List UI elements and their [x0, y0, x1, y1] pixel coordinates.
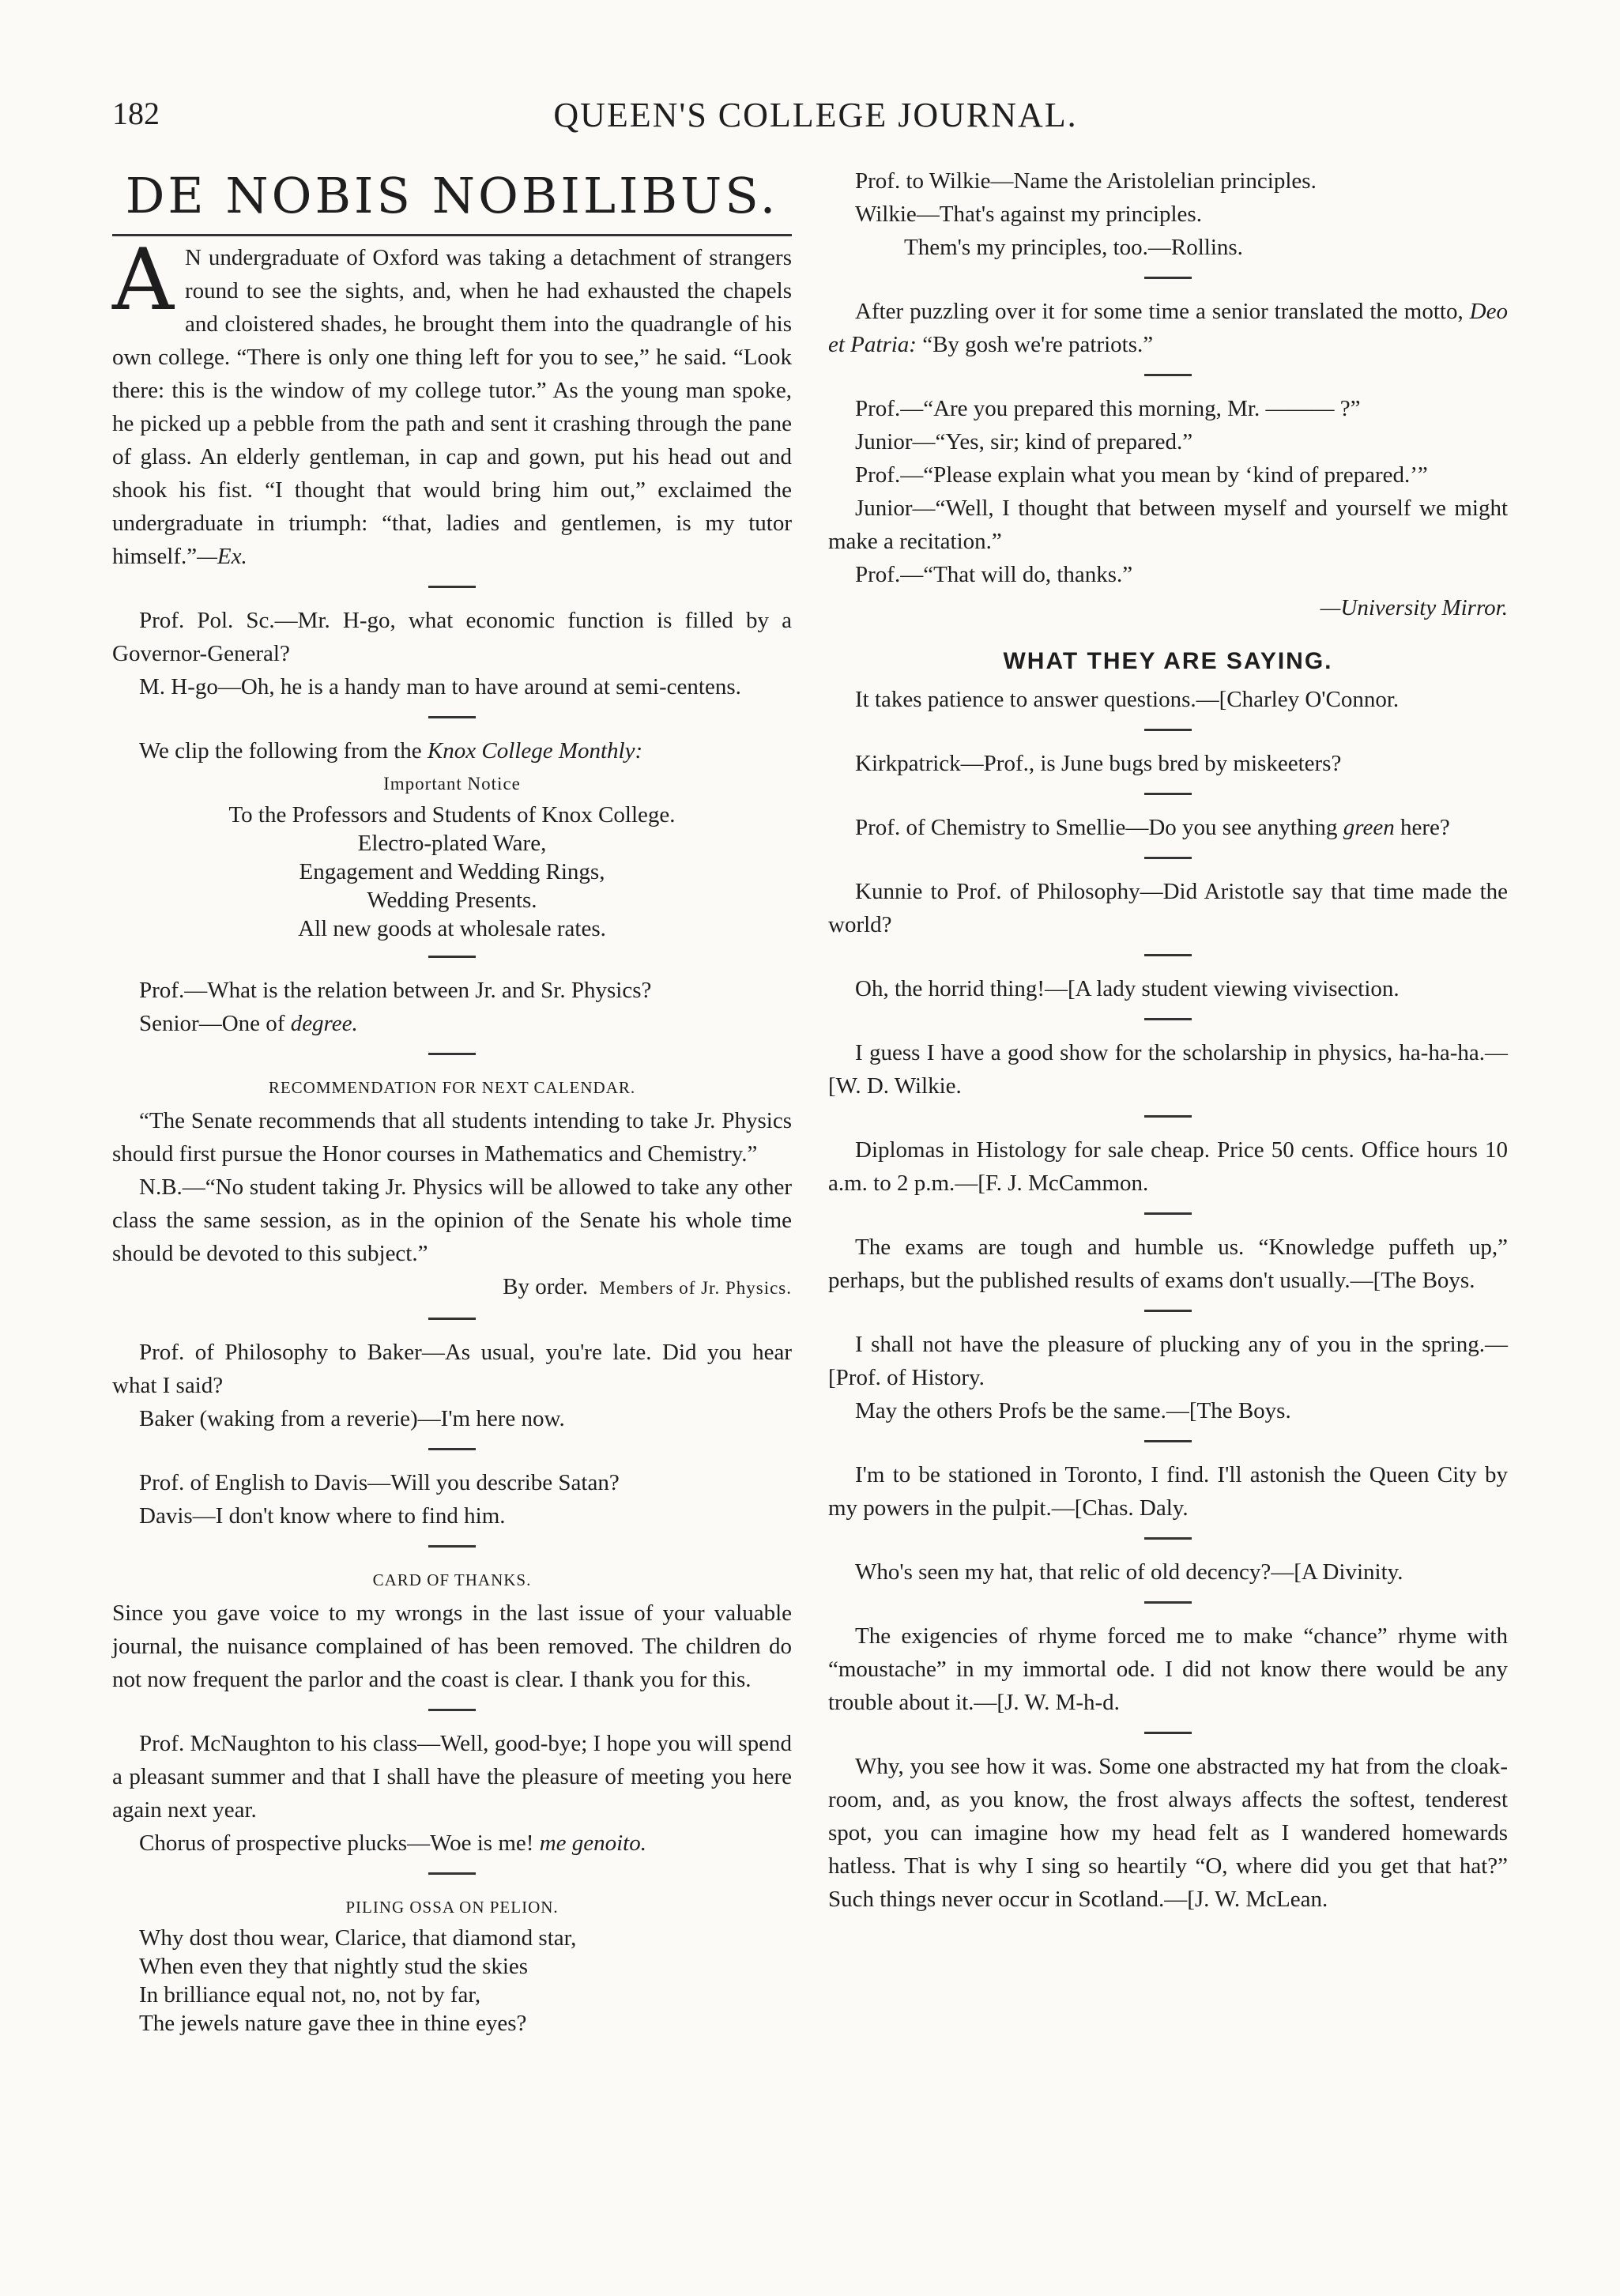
english-answer: Davis—I don't know where to find him.: [139, 1503, 506, 1529]
rhyme-item: The exigencies of rhyme forced me to make “chance” rhyme with “moustache” in my immortal ode. I did not know there would be any trouble about it.—[J. W. M-h-d.: [828, 1623, 1508, 1715]
signature-members: Members of Jr. Physics.: [599, 1278, 792, 1298]
divider: [428, 586, 476, 588]
pluck-line-2: May the others Profs be the same.—[The Boys.: [855, 1398, 1291, 1423]
chemistry-italic: green: [1343, 815, 1395, 840]
divider: [1144, 1310, 1192, 1312]
polsc-answer: M. H-go—Oh, he is a handy man to have around at semi-centens.: [139, 674, 741, 699]
divider: [428, 1872, 476, 1875]
page-number: 182: [112, 96, 160, 131]
saying-item: Kirkpatrick—Prof., is June bugs bred by miskeeters?: [855, 751, 1342, 776]
divider: [428, 1545, 476, 1548]
recommendation-heading: RECOMMENDATION FOR NEXT CALENDAR.: [268, 1078, 636, 1097]
divider: [428, 1448, 476, 1450]
journal-title: QUEEN'S COLLEGE JOURNAL.: [553, 96, 1078, 134]
prep-line-4: Junior—“Well, I thought that between myself and yourself we might make a recitation.”: [828, 496, 1508, 554]
physics-answer: [112, 1007, 792, 1040]
left-column: [112, 164, 792, 2038]
thanks-heading: CARD OF THANKS.: [372, 1570, 532, 1589]
divider: [1144, 1018, 1192, 1020]
divider: [1144, 1732, 1192, 1734]
english-question: Prof. of English to Davis—Will you describe Satan?: [139, 1470, 620, 1495]
philosophy-question: Prof. of Philosophy to Baker—As usual, you're late. Did you hear what I said?: [112, 1340, 792, 1398]
recommendation-p2: N.B.—“No student taking Jr. Physics will be allowed to take any other class the same session, as in the opinion of the Senate his whole time should be devoted to this subject.”: [112, 1174, 792, 1266]
mcnaughton-quote: Prof. McNaughton to his class—Well, good-bye; I hope you will spend a pleasant summer and that I shall have the pleasure of meeting you here again next year.: [112, 1731, 792, 1823]
oxford-story-text: N undergraduate of Oxford was taking a detachment of strangers round to see the sights, and, when he had exhausted the chapels and cloistered shades, he brought them into the quadrangle of his own college. “There is only one thing left for you to see,” he said. “Look there: this is the window of my college tutor.” As the young man spoke, he picked up a pebble from the path and sent it crashing through the pane of glass. An elderly gentleman, in cap and gown, put his head out and shook his fist. “I thought that would bring him out,” exclaimed the undergraduate in triumph: “that, ladies and gentlemen, is my tutor himself.”: [112, 245, 792, 569]
chemistry-suffix: here?: [1394, 815, 1450, 840]
thanks-text: Since you gave voice to my wrongs in the last issue of your valuable journal, the nuisance complained of has been removed. The children do not now frequent the parlor and the coast is clear. I thank you for this.: [112, 1600, 792, 1692]
mclean-item: Why, you see how it was. Some one abstracted my hat from the cloak-room, and, as you know, the frost always affects the softest, tenderest spot, you can imagine how my head felt as I wandered homewards hatless. That is why I sing so heartily “O, where did you get that hat?” Such things never occur in Scotland.—[J. W. McLean.: [828, 1754, 1508, 1912]
saying-item: Kunnie to Prof. of Philosophy—Did Aristotle say that time made the world?: [828, 879, 1508, 937]
wilkie-answer: Wilkie—That's against my principles.: [855, 202, 1202, 227]
knox-intro-text: We clip the following from the: [139, 738, 428, 763]
ossa-poem: Why dost thou wear, Clarice, that diamond star, When even they that nightly stud the skies In brilliance equal not, no, not by far, The jewels nature gave thee in thine eyes?: [139, 1925, 577, 2036]
divider: [428, 1053, 476, 1055]
mcnaughton-reply-italic: me genoito.: [539, 1830, 646, 1856]
divider: [1144, 729, 1192, 731]
physics-question: Prof.—What is the relation between Jr. and Sr. Physics?: [139, 978, 652, 1003]
physics-answer-italic: degree.: [290, 1011, 358, 1036]
physics-answer-text: Senior—One of: [139, 1011, 291, 1036]
divider: [1144, 1440, 1192, 1442]
hat-item: Who's seen my hat, that relic of old decency?—[A Divinity.: [855, 1559, 1403, 1585]
signature-prefix: By order.: [503, 1274, 589, 1299]
divider: [428, 956, 476, 958]
divider: [1144, 857, 1192, 859]
mcnaughton-reply: [112, 1827, 792, 1860]
knox-intro: [112, 734, 792, 767]
divider: [1144, 374, 1192, 376]
divider: [1144, 277, 1192, 279]
chemistry-item: [828, 811, 1508, 844]
page-header: [112, 95, 1519, 142]
philosophy-answer: Baker (waking from a reverie)—I'm here now.: [139, 1406, 565, 1431]
motto-prefix: After puzzling over it for some time a senior translated the motto,: [855, 299, 1470, 324]
prep-source: [828, 591, 1508, 624]
divider: [1144, 1601, 1192, 1604]
oxford-story: [112, 231, 792, 573]
recommendation-p1: “The Senate recommends that all students intending to take Jr. Physics should first pursue the Honor courses in Mathematics and Chemistry.”: [112, 1108, 792, 1167]
wilkie-question: Prof. to Wilkie—Name the Aristolelian principles.: [855, 168, 1317, 194]
saying-item: The exams are tough and humble us. “Knowledge puffeth up,” perhaps, but the published results of exams don't usually.—[The Boys.: [828, 1235, 1508, 1293]
divider: [428, 1318, 476, 1320]
ossa-heading: PILING OSSA ON PELION.: [345, 1898, 559, 1917]
divider: [1144, 954, 1192, 956]
polsc-question: Prof. Pol. Sc.—Mr. H-go, what economic function is filled by a Governor-General?: [112, 608, 792, 666]
wilkie-rollins: Them's my principles, too.—Rollins.: [904, 235, 1243, 260]
notice-heading: Important Notice: [383, 774, 521, 794]
motto-italic: Deo et Patria:: [828, 299, 1508, 357]
right-column: [828, 164, 1508, 1916]
recommendation-signature: [112, 1270, 792, 1305]
pluck-line-1: I shall not have the pleasure of plucking any of you in the spring.—[Prof. of History.: [828, 1332, 1508, 1390]
divider: [1144, 1115, 1192, 1118]
divider: [1144, 1537, 1192, 1540]
divider: [428, 1709, 476, 1711]
saying-item: I guess I have a good show for the scholarship in physics, ha-ha-ha.—[W. D. Wilkie.: [828, 1040, 1508, 1099]
sayings-heading: WHAT THEY ARE SAYING.: [1003, 648, 1333, 674]
prep-source-text: —University Mirror.: [1320, 595, 1508, 620]
motto-paragraph: [828, 295, 1508, 361]
knox-title: Knox College Monthly:: [427, 738, 643, 763]
section-masthead: DE NOBIS NOBILIBUS.: [112, 164, 792, 236]
saying-item: Oh, the horrid thing!—[A lady student viewing vivisection.: [855, 976, 1400, 1001]
mcnaughton-reply-text: Chorus of prospective plucks—Woe is me!: [139, 1830, 540, 1856]
prep-line-3: Prof.—“Please explain what you mean by ‘kind of prepared.’”: [855, 462, 1428, 488]
oxford-source: —Ex.: [197, 544, 247, 569]
toronto-item: I'm to be stationed in Toronto, I find. I'll astonish the Queen City by my powers in the pulpit.—[Chas. Daly.: [828, 1462, 1508, 1521]
chemistry-prefix: Prof. of Chemistry to Smellie—Do you see anything: [855, 815, 1343, 840]
drop-cap: A: [112, 231, 174, 330]
motto-suffix: “By gosh we're patriots.”: [916, 332, 1154, 357]
divider: [1144, 793, 1192, 795]
saying-item: Diplomas in Histology for sale cheap. Price 50 cents. Office hours 10 a.m. to 2 p.m.—[F. J. McCammon.: [828, 1137, 1508, 1196]
saying-item: It takes patience to answer questions.—[Charley O'Connor.: [855, 687, 1400, 712]
divider: [1144, 1212, 1192, 1215]
prep-line-5: Prof.—“That will do, thanks.”: [855, 562, 1133, 587]
divider: [428, 716, 476, 718]
notice-lines: To the Professors and Students of Knox College. Electro-plated Ware, Engagement and Wedding Rings, Wedding Presents. All new goods at wholesale rates.: [228, 802, 676, 941]
prep-line-2: Junior—“Yes, sir; kind of prepared.”: [855, 429, 1193, 454]
prep-line-1: Prof.—“Are you prepared this morning, Mr. ——— ?”: [855, 396, 1361, 421]
